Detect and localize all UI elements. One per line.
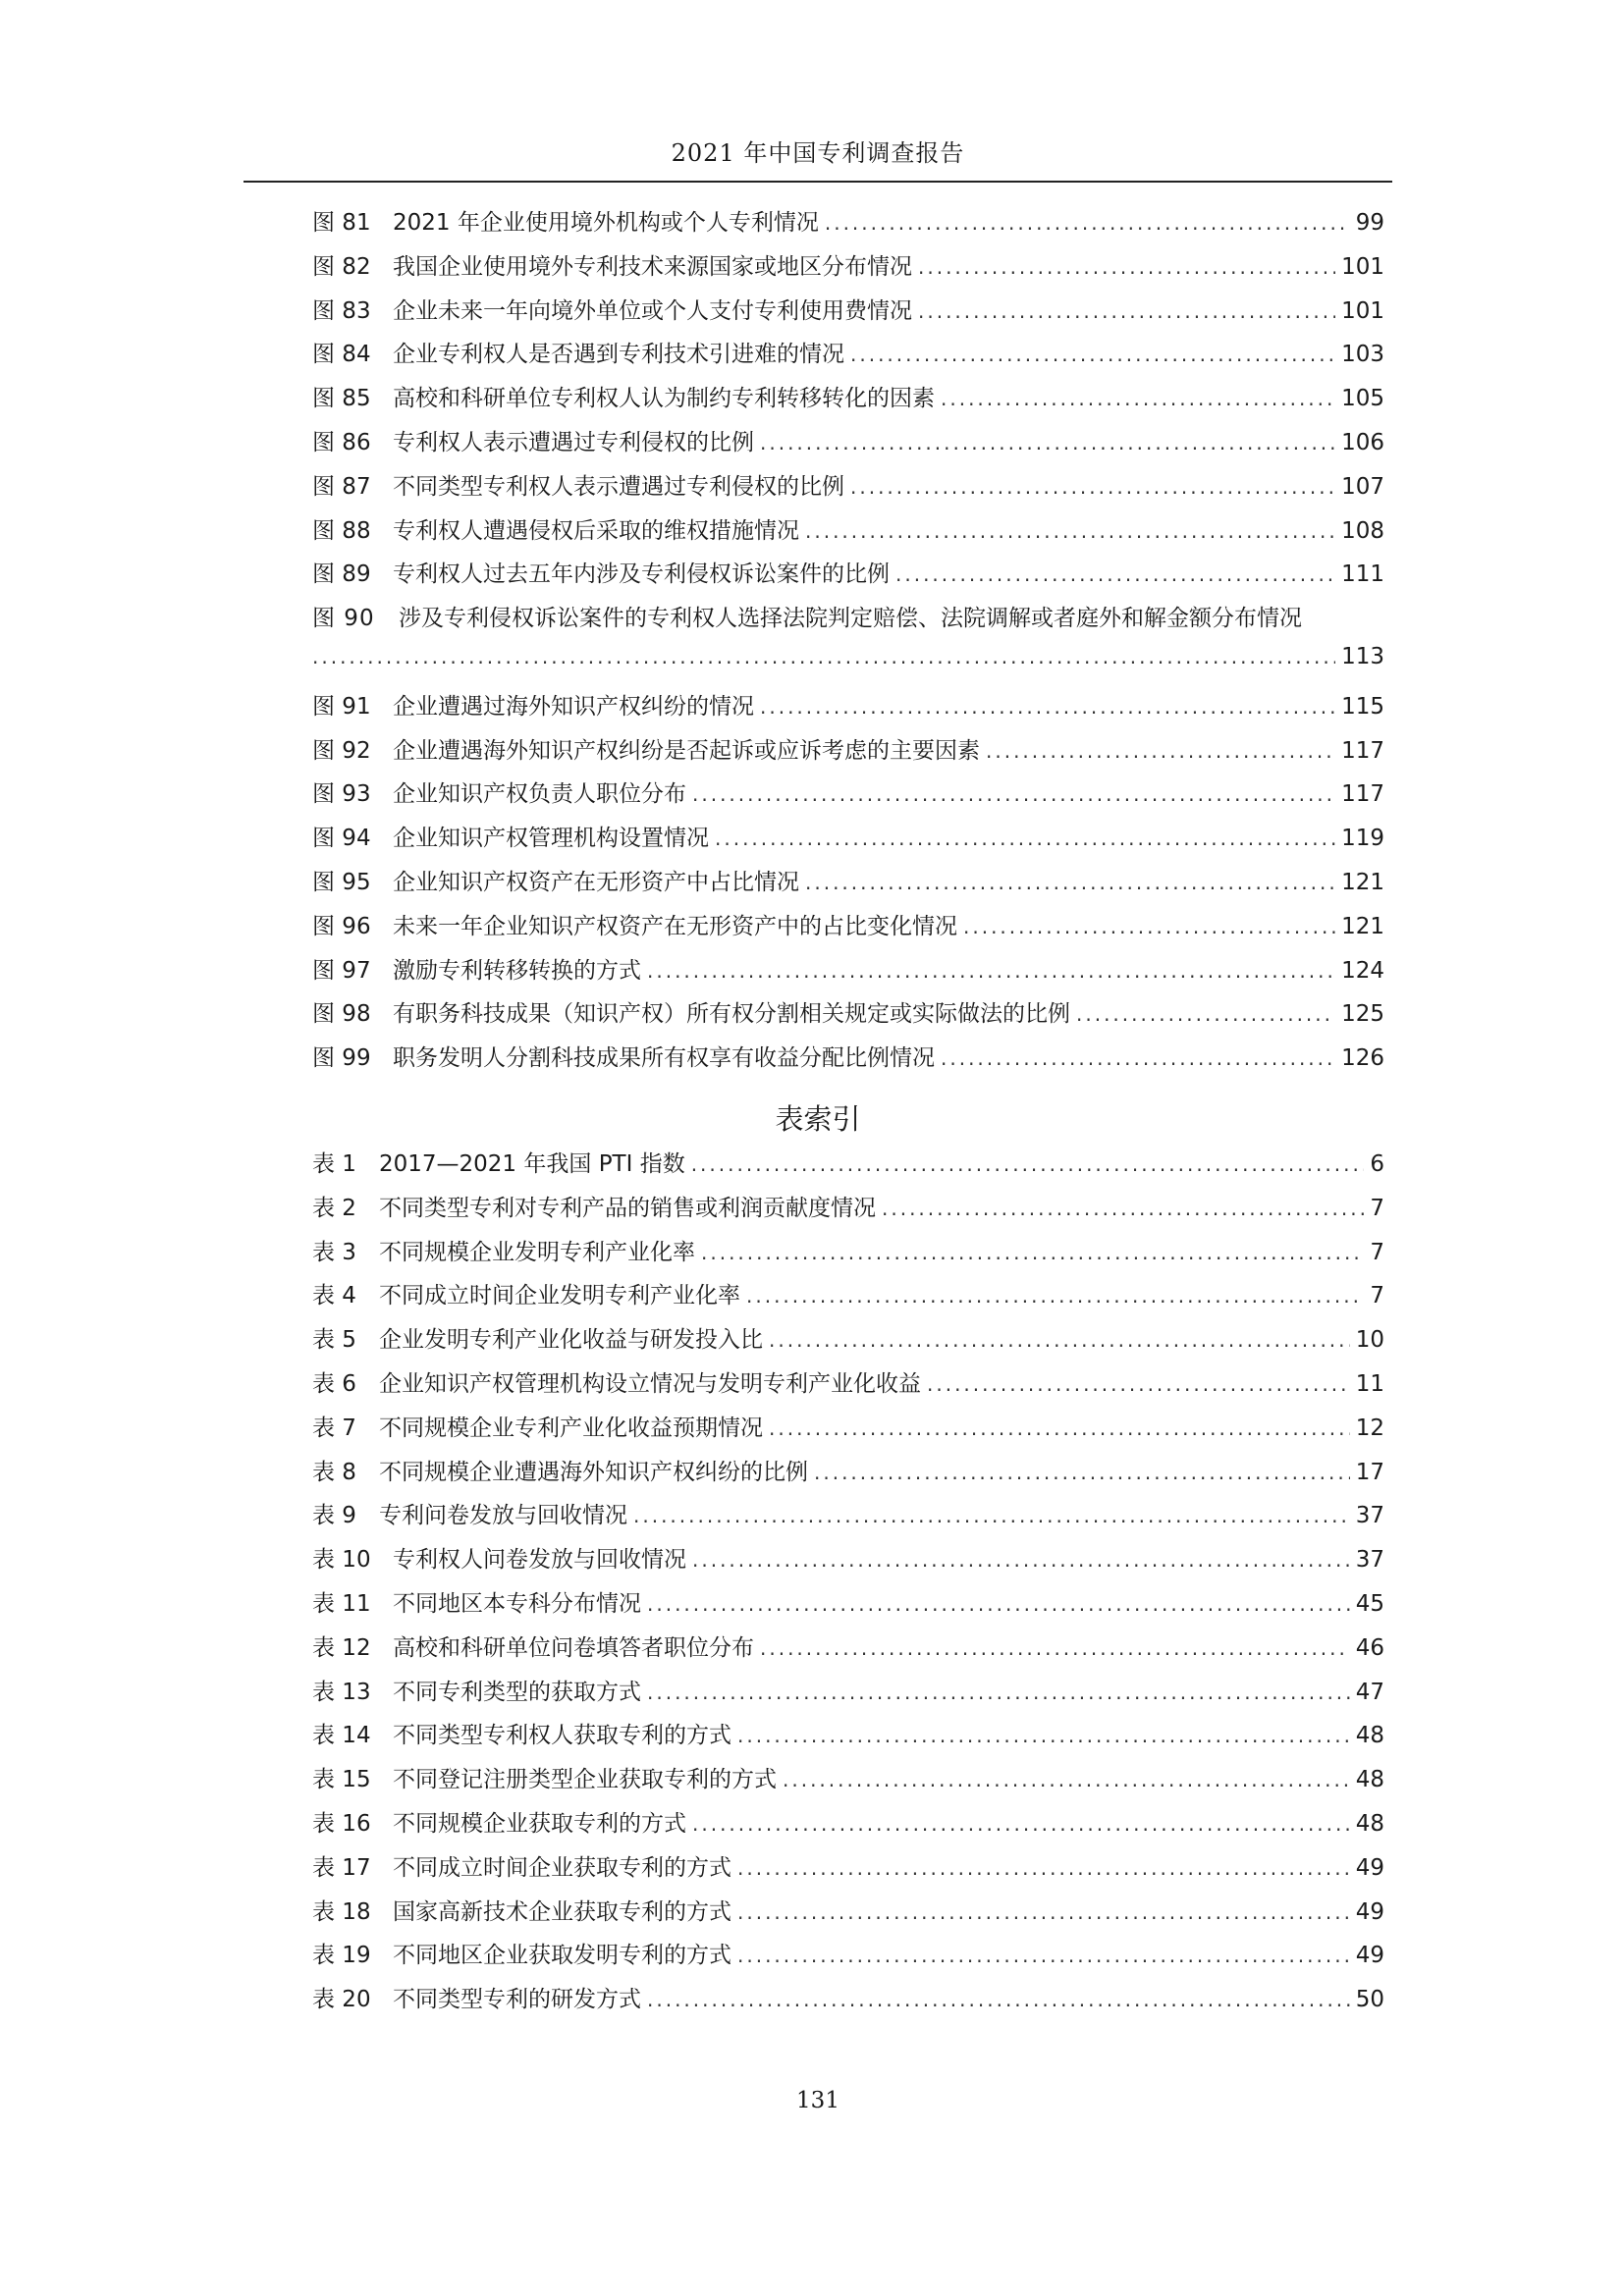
figure-entry[interactable] bbox=[312, 468, 1384, 512]
entry-page: 11 bbox=[1355, 1370, 1384, 1397]
figure-entry[interactable] bbox=[312, 556, 1384, 600]
entry-page: 119 bbox=[1341, 826, 1384, 852]
dot-leader bbox=[692, 1812, 1350, 1836]
entry-number: 表 5 bbox=[312, 1327, 356, 1354]
entry-title: 不同登记注册类型企业获取专利的方式 bbox=[393, 1767, 777, 1793]
entry-page: 49 bbox=[1355, 1854, 1384, 1881]
entry-title: 不同规模企业专利产业化收益预期情况 bbox=[379, 1415, 763, 1441]
figure-entry[interactable] bbox=[312, 248, 1384, 293]
entry-title: 企业专利权人是否遇到专利技术引进难的情况 bbox=[393, 342, 844, 368]
table-entry[interactable] bbox=[312, 1981, 1384, 2025]
entry-title: 不同专利类型的获取方式 bbox=[393, 1679, 641, 1705]
dot-leader bbox=[825, 211, 1350, 235]
entry-title: 专利权人遭遇侵权后采取的维权措施情况 bbox=[393, 517, 799, 544]
table-entry[interactable] bbox=[312, 1805, 1384, 1849]
dot-leader bbox=[769, 1328, 1350, 1352]
entry-title: 企业知识产权资产在无形资产中占比情况 bbox=[393, 869, 799, 895]
table-entry[interactable] bbox=[312, 1585, 1384, 1629]
entry-title: 不同地区本专科分布情况 bbox=[393, 1590, 641, 1617]
entry-title: 不同规模企业遭遇海外知识产权纠纷的比例 bbox=[379, 1459, 808, 1485]
table-entry[interactable] bbox=[312, 1541, 1384, 1585]
dot-leader bbox=[760, 431, 1335, 454]
entry-page: 12 bbox=[1355, 1415, 1384, 1441]
entry-page: 10 bbox=[1355, 1327, 1384, 1354]
entry-number: 表 14 bbox=[312, 1723, 371, 1749]
entry-number: 图 93 bbox=[312, 781, 371, 808]
entry-page: 126 bbox=[1341, 1045, 1384, 1072]
entry-title: 企业遭遇过海外知识产权纠纷的情况 bbox=[393, 693, 754, 720]
dot-leader bbox=[737, 1944, 1350, 1967]
entry-number: 图 88 bbox=[312, 517, 371, 544]
entry-title: 涉及专利侵权诉讼案件的专利权人选择法院判定赔偿、法院调解或者庭外和解金额分布情况 bbox=[399, 606, 1302, 632]
entry-number: 图 89 bbox=[312, 561, 371, 588]
entry-page: 124 bbox=[1341, 957, 1384, 984]
dot-leader bbox=[691, 1152, 1365, 1176]
entry-title: 有职务科技成果（知识产权）所有权分割相关规定或实际做法的比例 bbox=[393, 1001, 1070, 1028]
dot-leader bbox=[769, 1416, 1350, 1440]
table-index-title: 表索引 bbox=[775, 1102, 861, 1136]
entry-page: 49 bbox=[1355, 1943, 1384, 1969]
entry-title: 专利权人过去五年内涉及专利侵权诉讼案件的比例 bbox=[393, 561, 890, 588]
dot-leader bbox=[701, 1241, 1364, 1264]
figure-entry[interactable] bbox=[312, 1040, 1384, 1084]
dot-leader bbox=[963, 915, 1335, 938]
entry-page: 47 bbox=[1355, 1679, 1384, 1705]
entry-title: 不同规模企业获取专利的方式 bbox=[393, 1810, 686, 1837]
entry-page: 121 bbox=[1341, 869, 1384, 895]
entry-page: 103 bbox=[1341, 342, 1384, 368]
figure-entry[interactable] bbox=[312, 293, 1384, 337]
table-entry[interactable] bbox=[312, 1761, 1384, 1805]
entry-number: 图 99 bbox=[312, 1045, 371, 1072]
entry-page: 17 bbox=[1355, 1459, 1384, 1485]
entry-number: 图 91 bbox=[312, 693, 371, 720]
entry-title: 企业未来一年向境外单位或个人支付专利使用费情况 bbox=[393, 297, 912, 324]
table-entry[interactable] bbox=[312, 1410, 1384, 1454]
dot-leader bbox=[647, 1592, 1350, 1616]
entry-number: 表 12 bbox=[312, 1634, 371, 1661]
entry-number: 图 95 bbox=[312, 869, 371, 895]
entry-number: 表 11 bbox=[312, 1590, 371, 1617]
page-number: 131 bbox=[796, 2088, 839, 2113]
figure-entry[interactable] bbox=[312, 820, 1384, 864]
entry-number: 表 16 bbox=[312, 1810, 371, 1837]
entry-page: 48 bbox=[1355, 1767, 1384, 1793]
figure-entry[interactable] bbox=[312, 995, 1384, 1040]
figure-entry[interactable] bbox=[312, 688, 1384, 732]
dot-leader bbox=[895, 562, 1335, 586]
entry-title: 不同类型专利的研发方式 bbox=[393, 1987, 641, 2013]
running-header: 2021 年中国专利调查报告 bbox=[671, 139, 965, 167]
table-entry[interactable] bbox=[312, 1629, 1384, 1674]
entry-number: 表 20 bbox=[312, 1987, 371, 2013]
dot-leader bbox=[715, 827, 1335, 850]
dot-leader bbox=[312, 645, 1335, 668]
entry-number: 图 86 bbox=[312, 429, 371, 455]
entry-number: 图 85 bbox=[312, 386, 371, 412]
figure-entry[interactable] bbox=[312, 644, 1384, 688]
entry-page: 117 bbox=[1341, 781, 1384, 808]
dot-leader bbox=[1076, 1002, 1335, 1026]
entry-number: 图 84 bbox=[312, 342, 371, 368]
entry-page: 99 bbox=[1355, 210, 1384, 236]
entry-page: 105 bbox=[1341, 386, 1384, 412]
entry-number: 表 8 bbox=[312, 1459, 356, 1485]
entry-page: 6 bbox=[1370, 1151, 1384, 1177]
table-entry[interactable] bbox=[312, 1146, 1384, 1190]
entry-title: 未来一年企业知识产权资产在无形资产中的占比变化情况 bbox=[393, 913, 957, 939]
header-rule bbox=[244, 181, 1392, 183]
figure-entry[interactable] bbox=[312, 952, 1384, 996]
entry-title: 2017—2021 年我国 PTI 指数 bbox=[379, 1151, 685, 1177]
entry-page: 48 bbox=[1355, 1723, 1384, 1749]
table-entry[interactable] bbox=[312, 1190, 1384, 1234]
figure-entry[interactable] bbox=[312, 775, 1384, 820]
entry-title: 不同类型专利对专利产品的销售或利润贡献度情况 bbox=[379, 1195, 876, 1221]
entry-number: 图 90 bbox=[312, 606, 375, 632]
entry-title: 2021 年企业使用境外机构或个人专利情况 bbox=[393, 210, 819, 236]
figure-entry[interactable] bbox=[312, 512, 1384, 557]
entry-number: 表 15 bbox=[312, 1767, 371, 1793]
entry-number: 表 17 bbox=[312, 1854, 371, 1881]
dot-leader bbox=[692, 782, 1335, 806]
entry-page: 106 bbox=[1341, 429, 1384, 455]
entry-title: 企业知识产权负责人职位分布 bbox=[393, 781, 686, 808]
entry-number: 图 82 bbox=[312, 253, 371, 280]
table-entry[interactable] bbox=[312, 1454, 1384, 1498]
table-entry[interactable] bbox=[312, 1894, 1384, 1938]
entry-number: 图 83 bbox=[312, 297, 371, 324]
entry-page: 115 bbox=[1341, 693, 1384, 720]
entry-page: 7 bbox=[1370, 1195, 1384, 1221]
entry-page: 108 bbox=[1341, 517, 1384, 544]
figure-entry[interactable] bbox=[312, 600, 1384, 644]
table-entry[interactable] bbox=[312, 1365, 1384, 1410]
entry-title: 职务发明人分割科技成果所有权享有收益分配比例情况 bbox=[393, 1045, 935, 1072]
entry-number: 表 13 bbox=[312, 1679, 371, 1705]
entry-title: 国家高新技术企业获取专利的方式 bbox=[393, 1898, 731, 1925]
entry-page: 101 bbox=[1341, 297, 1384, 324]
dot-leader bbox=[760, 1636, 1350, 1660]
dot-leader bbox=[941, 1046, 1335, 1070]
figure-index bbox=[312, 204, 1384, 1084]
entry-title: 企业发明专利产业化收益与研发投入比 bbox=[379, 1327, 763, 1354]
entry-number: 图 96 bbox=[312, 913, 371, 939]
entry-number: 图 92 bbox=[312, 737, 371, 764]
table-entry[interactable] bbox=[312, 1497, 1384, 1541]
entry-page: 48 bbox=[1355, 1810, 1384, 1837]
entry-number: 图 94 bbox=[312, 826, 371, 852]
entry-title: 专利权人表示遭遇过专利侵权的比例 bbox=[393, 429, 754, 455]
dot-leader bbox=[633, 1504, 1350, 1527]
table-entry[interactable] bbox=[312, 1674, 1384, 1718]
entry-number: 表 2 bbox=[312, 1195, 356, 1221]
entry-page: 49 bbox=[1355, 1898, 1384, 1925]
entry-page: 7 bbox=[1370, 1239, 1384, 1265]
dot-leader bbox=[737, 1856, 1350, 1880]
entry-page: 117 bbox=[1341, 737, 1384, 764]
dot-leader bbox=[692, 1548, 1350, 1572]
dot-leader bbox=[647, 1988, 1350, 2011]
table-entry[interactable] bbox=[312, 1234, 1384, 1278]
entry-page: 46 bbox=[1355, 1634, 1384, 1661]
dot-leader bbox=[850, 475, 1335, 499]
entry-number: 表 18 bbox=[312, 1898, 371, 1925]
entry-number: 表 6 bbox=[312, 1370, 356, 1397]
entry-title: 不同成立时间企业获取专利的方式 bbox=[393, 1854, 731, 1881]
entry-page: 121 bbox=[1341, 913, 1384, 939]
dot-leader bbox=[927, 1372, 1350, 1396]
entry-title: 高校和科研单位专利权人认为制约专利转移转化的因素 bbox=[393, 386, 935, 412]
table-entry[interactable] bbox=[312, 1937, 1384, 1981]
figure-entry[interactable] bbox=[312, 908, 1384, 952]
entry-page: 45 bbox=[1355, 1590, 1384, 1617]
table-entry[interactable] bbox=[312, 1717, 1384, 1761]
figure-entry[interactable] bbox=[312, 336, 1384, 380]
entry-title: 我国企业使用境外专利技术来源国家或地区分布情况 bbox=[393, 253, 912, 280]
entry-title: 不同类型专利权人表示遭遇过专利侵权的比例 bbox=[393, 473, 844, 500]
entry-page: 37 bbox=[1355, 1503, 1384, 1529]
table-entry[interactable] bbox=[312, 1321, 1384, 1365]
dot-leader bbox=[805, 871, 1335, 894]
dot-leader bbox=[783, 1768, 1350, 1791]
entry-page: 125 bbox=[1341, 1001, 1384, 1028]
figure-entry[interactable] bbox=[312, 424, 1384, 468]
entry-page: 50 bbox=[1355, 1987, 1384, 2013]
entry-page: 7 bbox=[1370, 1283, 1384, 1309]
entry-title: 激励专利转移转换的方式 bbox=[393, 957, 641, 984]
entry-title: 企业遭遇海外知识产权纠纷是否起诉或应诉考虑的主要因素 bbox=[393, 737, 980, 764]
dot-leader bbox=[647, 1681, 1350, 1704]
figure-entry[interactable] bbox=[312, 864, 1384, 908]
dot-leader bbox=[882, 1197, 1364, 1220]
entry-number: 图 97 bbox=[312, 957, 371, 984]
dot-leader bbox=[760, 695, 1335, 719]
entry-title: 高校和科研单位问卷填答者职位分布 bbox=[393, 1634, 754, 1661]
entry-page: 111 bbox=[1341, 561, 1384, 588]
dot-leader bbox=[737, 1724, 1350, 1747]
dot-leader bbox=[746, 1284, 1364, 1308]
entry-number: 表 7 bbox=[312, 1415, 356, 1441]
entry-number: 图 98 bbox=[312, 1001, 371, 1028]
entry-page: 37 bbox=[1355, 1547, 1384, 1574]
dot-leader bbox=[918, 255, 1335, 279]
dot-leader bbox=[814, 1461, 1350, 1484]
table-entry[interactable] bbox=[312, 1849, 1384, 1894]
entry-number: 表 4 bbox=[312, 1283, 356, 1309]
entry-page: 101 bbox=[1341, 253, 1384, 280]
dot-leader bbox=[737, 1900, 1350, 1924]
table-entry[interactable] bbox=[312, 1277, 1384, 1321]
entry-number: 图 81 bbox=[312, 210, 371, 236]
dot-leader bbox=[805, 519, 1335, 543]
entry-title: 不同成立时间企业发明专利产业化率 bbox=[379, 1283, 740, 1309]
entry-title: 不同地区企业获取发明专利的方式 bbox=[393, 1943, 731, 1969]
dot-leader bbox=[986, 739, 1335, 763]
entry-number: 图 87 bbox=[312, 473, 371, 500]
dot-leader bbox=[850, 343, 1335, 366]
entry-title: 不同类型专利权人获取专利的方式 bbox=[393, 1723, 731, 1749]
figure-entry[interactable] bbox=[312, 204, 1384, 248]
entry-page: 113 bbox=[1341, 643, 1384, 669]
entry-title: 企业知识产权管理机构设置情况 bbox=[393, 826, 709, 852]
entry-number: 表 9 bbox=[312, 1503, 356, 1529]
entry-number: 表 3 bbox=[312, 1239, 356, 1265]
entry-number: 表 1 bbox=[312, 1151, 356, 1177]
dot-leader bbox=[918, 299, 1335, 323]
entry-title: 企业知识产权管理机构设立情况与发明专利产业化收益 bbox=[379, 1370, 921, 1397]
entry-title: 不同规模企业发明专利产业化率 bbox=[379, 1239, 695, 1265]
dot-leader bbox=[941, 387, 1335, 410]
entry-number: 表 10 bbox=[312, 1547, 371, 1574]
dot-leader bbox=[647, 959, 1335, 983]
entry-title: 专利权人问卷发放与回收情况 bbox=[393, 1547, 686, 1574]
figure-entry[interactable] bbox=[312, 732, 1384, 776]
table-index bbox=[312, 1146, 1384, 2025]
entry-page: 107 bbox=[1341, 473, 1384, 500]
figure-entry[interactable] bbox=[312, 380, 1384, 424]
entry-title: 专利问卷发放与回收情况 bbox=[379, 1503, 627, 1529]
entry-number: 表 19 bbox=[312, 1943, 371, 1969]
